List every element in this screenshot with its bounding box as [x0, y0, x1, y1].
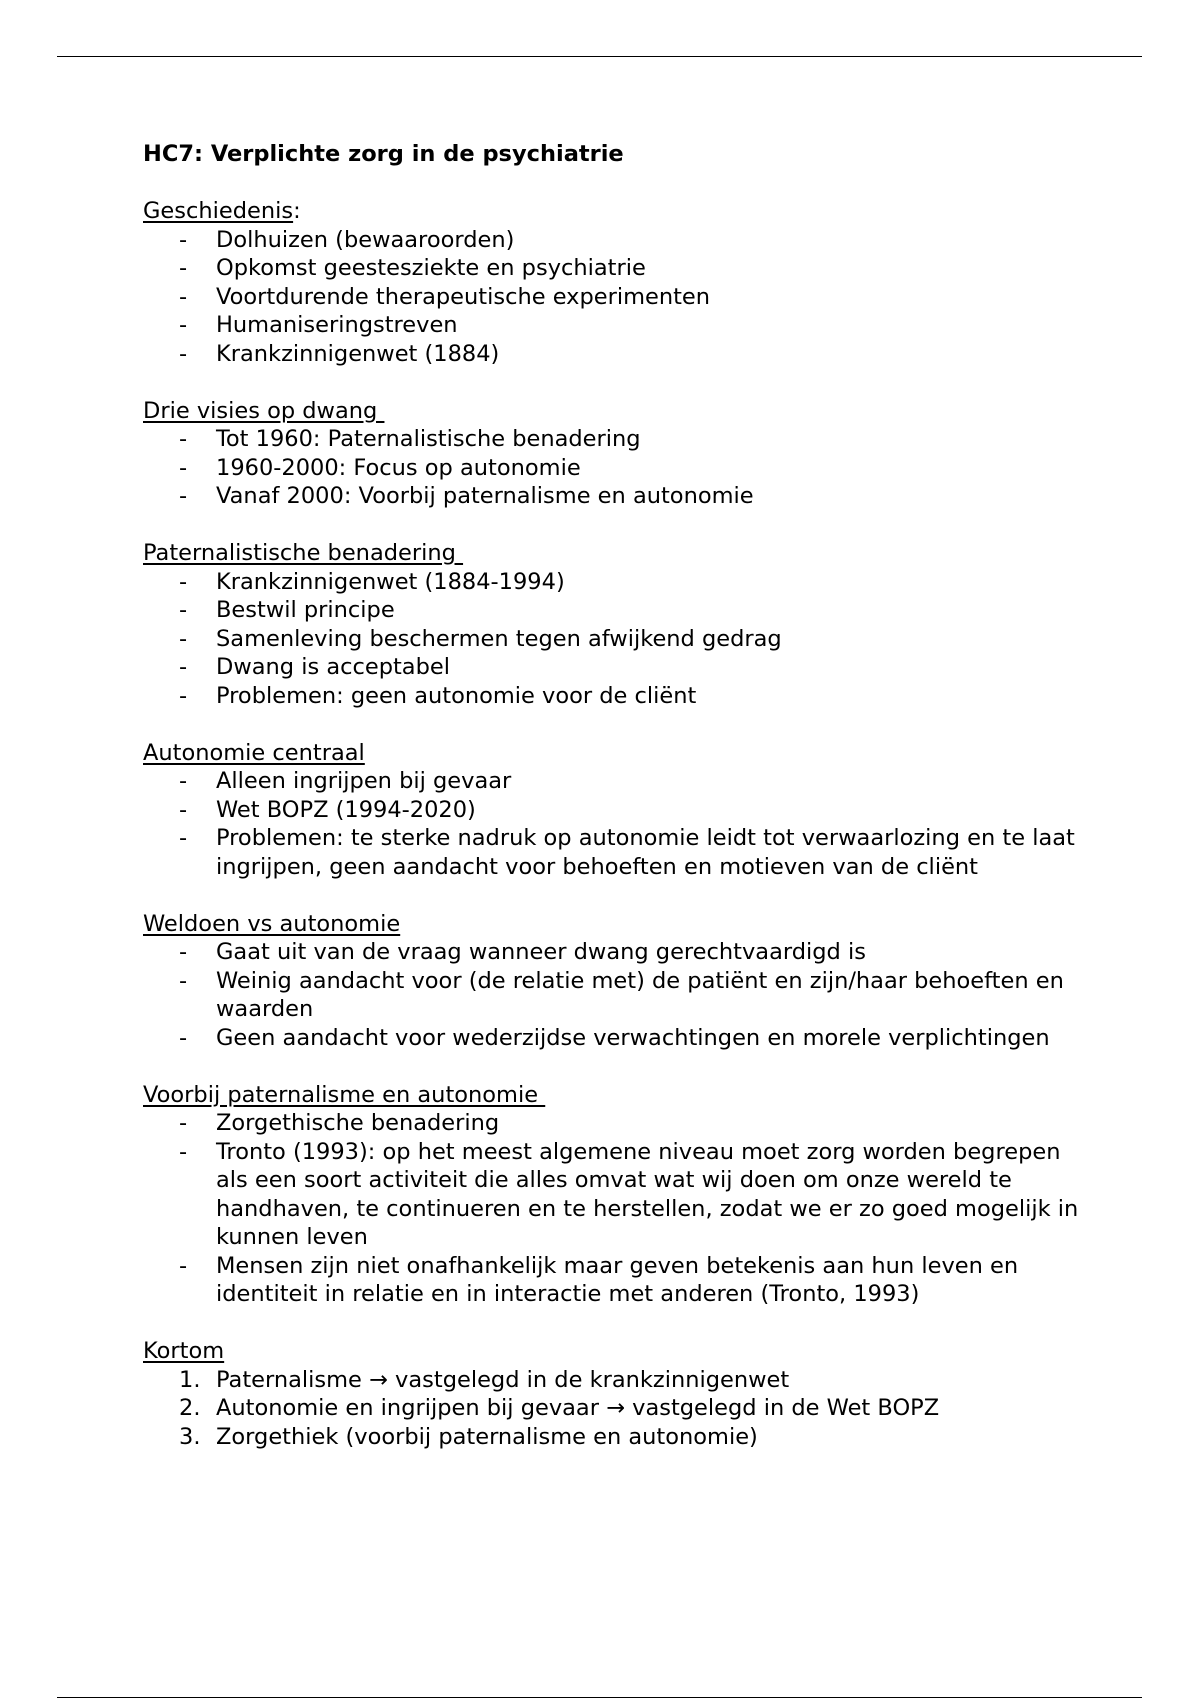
bullet-marker: -	[179, 654, 188, 680]
list-item	[143, 938, 1083, 967]
section-heading-line	[143, 197, 1083, 226]
section-heading-line	[143, 397, 1083, 426]
list-item	[143, 682, 1083, 711]
section-kortom	[143, 1337, 1083, 1451]
list-item-text: Samenleving beschermen tegen afwijkend gedrag	[216, 625, 782, 652]
list-item-text: Gaat uit van de vraag wanneer dwang gerechtvaardigd is	[216, 939, 866, 965]
list-item	[143, 454, 1083, 483]
bullet-marker: -	[179, 483, 188, 509]
list-item	[143, 1024, 1083, 1053]
bullet-marker: -	[179, 226, 188, 253]
heading-suffix: :	[293, 198, 301, 224]
numbered-list	[143, 1366, 1083, 1452]
list-item-text: Tronto (1993): op het meest algemene niveau moet zorg worden begrepen als een soort activiteit die alles omvat wat wij doen om onze wereld te handhaven, te continueren en te herstellen, zodat we er zo goed mogelijk in kunnen leven	[216, 1138, 1079, 1250]
section-voorbij-paternalisme	[143, 1081, 1083, 1309]
bullet-list	[143, 938, 1083, 1052]
list-item	[143, 653, 1083, 682]
section-paternalistische-benadering	[143, 539, 1083, 710]
list-item-text: Opkomst geestesziekte en psychiatrie	[216, 255, 646, 281]
list-item	[143, 596, 1083, 625]
bullet-marker: -	[179, 1024, 188, 1051]
list-item-text: Krankzinnigenwet (1884)	[216, 340, 500, 367]
section-heading: Autonomie centraal	[143, 739, 365, 766]
section-heading: Kortom	[143, 1338, 225, 1364]
bullet-list	[143, 568, 1083, 711]
list-item-text: Wet BOPZ (1994-2020)	[216, 796, 476, 823]
numbered-item	[143, 1366, 1083, 1395]
list-item-text: Bestwil principe	[216, 597, 395, 623]
bullet-marker: -	[179, 597, 188, 623]
document-body	[143, 140, 1083, 1480]
bullet-marker: -	[179, 340, 188, 367]
numbered-item	[143, 1423, 1083, 1452]
list-item-text: 1960-2000: Focus op autonomie	[216, 454, 581, 481]
list-item	[143, 482, 1083, 511]
bullet-marker: -	[179, 682, 188, 709]
bullet-marker: -	[179, 939, 188, 965]
bullet-marker: -	[179, 454, 188, 481]
section-heading-line	[143, 910, 1083, 939]
number-marker: 3.	[179, 1423, 201, 1450]
bullet-list	[143, 425, 1083, 511]
section-heading-line	[143, 739, 1083, 768]
list-item-text: Vanaf 2000: Voorbij paternalisme en autonomie	[216, 483, 754, 509]
list-item	[143, 767, 1083, 796]
list-item	[143, 625, 1083, 654]
list-item-text: Tot 1960: Paternalistische benadering	[216, 426, 641, 452]
numbered-item-text: Zorgethiek (voorbij paternalisme en autonomie)	[216, 1423, 758, 1450]
section-heading: Paternalistische benadering	[143, 540, 464, 566]
list-item	[143, 425, 1083, 454]
list-item-text: Geen aandacht voor wederzijdse verwachtingen en morele verplichtingen	[216, 1024, 1050, 1051]
document-title: HC7: Verplichte zorg in de psychiatrie	[143, 141, 624, 167]
bullet-marker: -	[179, 1138, 188, 1165]
list-item	[143, 568, 1083, 597]
numbered-item-text: Autonomie en ingrijpen bij gevaar → vastgelegd in de Wet BOPZ	[216, 1395, 940, 1421]
section-heading: Weldoen vs autonomie	[143, 910, 401, 937]
list-item-text: Voortdurende therapeutische experimenten	[216, 283, 711, 310]
list-item	[143, 1109, 1083, 1138]
bullet-marker: -	[179, 796, 188, 823]
list-item-text: Zorgethische benadering	[216, 1110, 500, 1136]
bullet-marker: -	[179, 1252, 188, 1279]
list-item	[143, 340, 1083, 369]
list-item	[143, 226, 1083, 255]
numbered-item-text: Paternalisme → vastgelegd in de krankzinnigenwet	[216, 1366, 790, 1393]
list-item-text: Krankzinnigenwet (1884-1994)	[216, 568, 565, 595]
bullet-marker: -	[179, 768, 188, 794]
list-item	[143, 967, 1083, 1024]
bullet-marker: -	[179, 967, 188, 994]
list-item-text: Weinig aandacht voor (de relatie met) de patiënt en zijn/haar behoeften en waarden	[216, 967, 1064, 1022]
list-item	[143, 311, 1083, 340]
list-item	[143, 1138, 1083, 1252]
section-heading: Drie visies op dwang	[143, 397, 385, 424]
section-heading-line	[143, 1081, 1083, 1110]
bullet-list	[143, 1109, 1083, 1309]
list-item-text: Humaniseringstreven	[216, 312, 458, 338]
list-item-text: Dolhuizen (bewaaroorden)	[216, 226, 515, 253]
number-marker: 2.	[179, 1395, 201, 1421]
section-heading: Geschiedenis	[143, 198, 294, 224]
bullet-marker: -	[179, 426, 188, 452]
bullet-marker: -	[179, 255, 188, 281]
list-item	[143, 824, 1083, 881]
section-drie-visies	[143, 397, 1083, 511]
list-item	[143, 796, 1083, 825]
bullet-marker: -	[179, 568, 188, 595]
bullet-marker: -	[179, 312, 188, 338]
bullet-marker: -	[179, 1110, 188, 1136]
section-heading-line	[143, 1337, 1083, 1366]
list-item-text: Alleen ingrijpen bij gevaar	[216, 768, 512, 794]
header-rule	[57, 56, 1142, 57]
list-item	[143, 1252, 1083, 1309]
list-item-text: Dwang is acceptabel	[216, 654, 450, 680]
list-item-text: Mensen zijn niet onafhankelijk maar geven betekenis aan hun leven en identiteit in relatie en in interactie met anderen (Tronto, 1993)	[216, 1252, 1019, 1307]
bullet-list	[143, 226, 1083, 369]
list-item-text: Problemen: geen autonomie voor de cliënt	[216, 682, 697, 709]
bullet-marker: -	[179, 825, 188, 851]
numbered-item	[143, 1394, 1083, 1423]
section-autonomie-centraal	[143, 739, 1083, 882]
list-item	[143, 283, 1083, 312]
list-item	[143, 254, 1083, 283]
number-marker: 1.	[179, 1366, 201, 1393]
section-geschiedenis	[143, 197, 1083, 368]
bullet-marker: -	[179, 283, 188, 310]
footer-rule	[57, 1697, 1142, 1698]
bullet-marker: -	[179, 625, 188, 652]
section-heading: Voorbij paternalisme en autonomie	[143, 1081, 546, 1108]
section-weldoen-vs-autonomie	[143, 910, 1083, 1053]
bullet-list	[143, 767, 1083, 881]
list-item-text: Problemen: te sterke nadruk op autonomie leidt tot verwaarlozing en te laat ingrijpen, geen aandacht voor behoeften en motieven van de cliënt	[216, 825, 1075, 880]
section-heading-line	[143, 539, 1083, 568]
